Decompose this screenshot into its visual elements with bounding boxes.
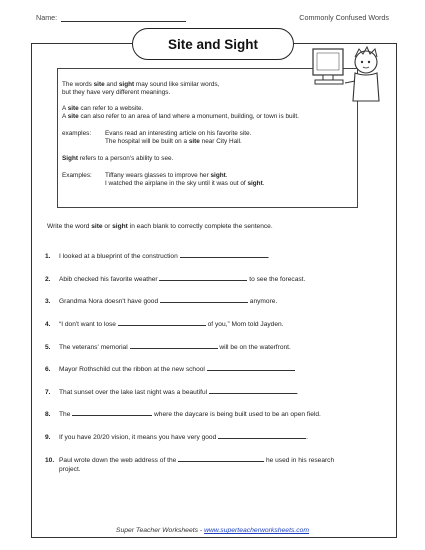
sight-definition [62,155,173,163]
question-8 [45,409,365,419]
question-text: . [306,434,308,441]
question-text: That sunset over the lake last night was a beautiful [59,389,209,396]
question-number: 8. [45,411,51,418]
question-text: where the daycare is being built used to be an open field. [152,411,321,418]
question-text: to see the forecast. [247,276,306,283]
question-6 [45,364,365,374]
question-text: . [267,253,270,260]
keyword-site: site [188,138,200,145]
answer-blank[interactable] [209,387,297,394]
keyword-sight: sight [210,172,226,179]
worksheet-topic: Commonly Confused Words [299,13,389,22]
keyword-sight: sight [112,223,128,230]
answer-blank[interactable] [72,409,152,416]
question-text: Paul wrote down the web address of the [59,457,179,464]
question-number: 9. [45,434,51,441]
directions-text: or [102,223,113,230]
kid-at-computer-illustration [311,43,385,107]
question-3 [45,296,365,306]
footer-link[interactable]: www.superteacherworksheets.com [204,527,310,534]
example-text: Tiffany wears glasses to improve her [105,172,211,179]
question-number: 5. [45,344,51,351]
question-text: The veterans' memorial [59,344,130,351]
definition-text: A [62,113,68,120]
name-field [36,13,186,22]
question-number: 6. [45,366,51,373]
keyword-sight: sight [118,81,135,88]
question-text: will be on the waterfront. [217,344,291,351]
question-2 [45,274,365,284]
intro-text: may sound like similar words, [134,81,220,88]
question-7 [45,387,365,397]
footer-separator: - [198,527,205,534]
example-text: near City Hall. [199,138,242,145]
question-text: Mayor Rothschild cut the ribbon at the new school [59,366,207,373]
examples-label: examples: [62,130,92,137]
question-number: 2. [45,276,51,283]
answer-blank[interactable] [118,319,206,326]
keyword-site: site [91,223,103,230]
question-text: anymore. [247,298,278,305]
question-number: 4. [45,321,51,328]
question-9 [45,432,365,442]
intro-text: and [104,81,119,88]
example-text: . [225,172,228,179]
question-text: Grandma Nora doesn't have good [59,298,160,305]
example-text: . [262,180,265,187]
question-text: . [296,389,299,396]
site-example-1: Evans read an interesting article on his favorite site. [105,130,252,137]
question-text: project. [59,466,81,473]
question-1 [45,251,365,261]
definition-text: can refer to a website. [78,105,144,112]
directions-text: Write the word [47,223,92,230]
example-text: I watched the airplane in the sky until it was out of [105,180,248,187]
footer-brand: Super Teacher Worksheets [115,527,199,534]
site-example-2 [105,138,242,146]
definition-text: refers to a person's ability to see. [77,155,174,162]
keyword-site: site [93,81,105,88]
answer-blank[interactable] [159,274,247,281]
examples-label-2: Examples: [62,172,92,179]
name-blank[interactable] [61,14,186,22]
keyword-site: site [67,113,79,120]
question-text: of you,” Mom told Jayden. [205,321,284,328]
question-number: 7. [45,389,51,396]
directions [47,223,273,230]
answer-blank[interactable] [178,455,264,462]
definition-text: can also refer to an area of land where a monument, building, or town is built. [78,113,299,120]
footer [0,527,425,534]
question-number: 1. [45,253,51,260]
definition-text: A [62,105,68,112]
name-label: Name: [36,13,58,22]
example-text: The hospital will be built on a [105,138,189,145]
question-5 [45,342,365,352]
question-text: “I don't want to lose [59,321,118,328]
intro-line-2: but they have very different meanings. [62,89,171,96]
question-number: 10. [45,457,55,464]
question-10 [45,455,365,474]
intro-text: The words [62,81,94,88]
answer-blank[interactable] [130,342,218,349]
question-text: he used in his research [264,457,335,464]
question-4 [45,319,365,329]
sight-example-2 [105,180,265,188]
worksheet-title: Site and Sight [132,28,294,60]
keyword-site: site [67,105,79,112]
site-definition-2 [62,113,299,121]
answer-blank[interactable] [207,364,295,371]
question-text: I looked at a blueprint of the construction [59,253,180,260]
question-text: The [59,411,73,418]
keyword-sight: Sight [62,155,78,162]
answer-blank[interactable] [160,296,248,303]
answer-blank[interactable] [218,432,306,439]
keyword-sight: sight [247,180,263,187]
question-text: If you have 20/20 vision, it means you have very good [59,434,219,441]
directions-text: in each blank to correctly complete the sentence. [127,223,273,230]
answer-blank[interactable] [180,251,268,258]
question-number: 3. [45,298,51,305]
question-text: Abib checked his favorite weather [59,276,160,283]
